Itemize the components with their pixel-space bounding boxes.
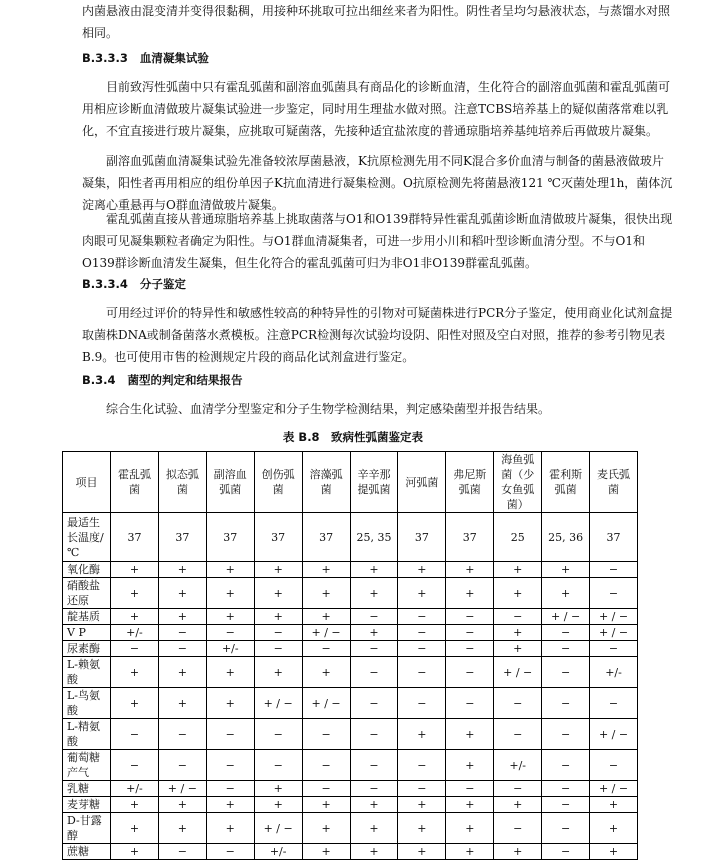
- table-cell: −: [590, 641, 638, 657]
- table-cell: +: [111, 844, 159, 860]
- table-cell: +: [494, 578, 542, 609]
- vibrio-identification-table: [62, 451, 638, 860]
- table-cell: + / −: [590, 625, 638, 641]
- table-cell: −: [542, 781, 590, 797]
- table-cell: +: [206, 562, 254, 578]
- table-cell: +/-: [590, 657, 638, 688]
- table-row: [63, 688, 638, 719]
- table-cell: +: [111, 688, 159, 719]
- table-cell: −: [494, 609, 542, 625]
- column-header: 项目: [63, 452, 111, 513]
- table-cell: −: [302, 750, 350, 781]
- table-cell: 37: [111, 513, 159, 562]
- table-cell: +: [158, 688, 206, 719]
- table-cell: + / −: [254, 813, 302, 844]
- table-cell: +: [111, 813, 159, 844]
- table-cell: +/-: [494, 750, 542, 781]
- table-cell: −: [158, 750, 206, 781]
- table-cell: −: [590, 562, 638, 578]
- column-header: 霍乱弧菌: [111, 452, 159, 513]
- table-cell: +: [254, 562, 302, 578]
- table-cell: +: [494, 641, 542, 657]
- table-cell: +: [446, 578, 494, 609]
- table-row: [63, 813, 638, 844]
- table-cell: −: [350, 781, 398, 797]
- column-header: 溶藻弧菌: [302, 452, 350, 513]
- row-header: L-鸟氨酸: [63, 688, 111, 719]
- table-cell: 37: [254, 513, 302, 562]
- table-cell: + / −: [302, 625, 350, 641]
- heading-text: 血清凝集试验: [139, 51, 209, 65]
- row-header: 乳糖: [63, 781, 111, 797]
- table-cell: +: [206, 797, 254, 813]
- column-header: 海鱼弧菌（少女鱼弧菌）: [494, 452, 542, 513]
- table-cell: +: [398, 719, 446, 750]
- table-cell: 25, 35: [350, 513, 398, 562]
- table-cell: +: [206, 578, 254, 609]
- table-cell: +/-: [111, 781, 159, 797]
- table-cell: −: [158, 719, 206, 750]
- table-cell: +: [158, 609, 206, 625]
- heading-number: B.3.4: [82, 373, 116, 387]
- table-cell: +: [446, 750, 494, 781]
- table-cell: −: [542, 750, 590, 781]
- column-header: 霍利斯弧菌: [542, 452, 590, 513]
- table-cell: +/-: [206, 641, 254, 657]
- table-cell: 37: [446, 513, 494, 562]
- table-cell: +/-: [111, 625, 159, 641]
- table-row: [63, 513, 638, 562]
- table-cell: −: [350, 750, 398, 781]
- paragraph-conclusion: 综合生化试验、血清学分型鉴定和分子生物学检测结果，判定感染菌型并报告结果。: [106, 402, 551, 416]
- table-cell: +: [206, 657, 254, 688]
- table-cell: 25, 36: [542, 513, 590, 562]
- column-header: 拟态弧菌: [158, 452, 206, 513]
- table-cell: −: [398, 625, 446, 641]
- table-cell: +: [590, 797, 638, 813]
- table-cell: +: [590, 844, 638, 860]
- table-cell: +: [158, 813, 206, 844]
- table-cell: −: [206, 625, 254, 641]
- table-cell: −: [350, 719, 398, 750]
- table-row: [63, 781, 638, 797]
- table-cell: −: [350, 609, 398, 625]
- table-cell: −: [590, 750, 638, 781]
- table-cell: −: [542, 813, 590, 844]
- row-header: 氧化酶: [63, 562, 111, 578]
- table-cell: +: [350, 578, 398, 609]
- table-cell: +: [350, 813, 398, 844]
- paragraph-agglutination-intro: 目前致泻性弧菌中只有霍乱弧菌和副溶血弧菌具有商品化的诊断血清，生化符合的副溶血弧菌和霍乱弧菌可用相应诊断血清做玻片凝集试验进一步鉴定，同时用生理盐水做对照。注意TCBS培养基上的疑似菌落常难以乳化，不宜直接进行玻片凝集，应挑取可疑菌落，先接种适宜盐浓度的普通琼脂培养基纯培养后再做玻片凝集。: [82, 80, 671, 138]
- table-cell: 37: [398, 513, 446, 562]
- table-cell: +: [446, 797, 494, 813]
- table-cell: + / −: [254, 688, 302, 719]
- column-header: 麦氏弧菌: [590, 452, 638, 513]
- table-cell: +: [302, 797, 350, 813]
- table-cell: +: [302, 657, 350, 688]
- table-cell: −: [398, 641, 446, 657]
- table-cell: −: [542, 688, 590, 719]
- table-row: [63, 844, 638, 860]
- table-cell: −: [542, 657, 590, 688]
- table-cell: +: [206, 609, 254, 625]
- table-cell: +: [254, 657, 302, 688]
- table-cell: −: [158, 625, 206, 641]
- table-cell: +: [254, 609, 302, 625]
- table-cell: −: [398, 781, 446, 797]
- table-cell: +: [111, 657, 159, 688]
- table-row: [63, 641, 638, 657]
- table-row: [63, 562, 638, 578]
- table-cell: −: [206, 750, 254, 781]
- table-cell: + / −: [302, 688, 350, 719]
- table-row: [63, 578, 638, 609]
- table-cell: −: [494, 688, 542, 719]
- table-cell: −: [158, 641, 206, 657]
- table-cell: 25: [494, 513, 542, 562]
- table-cell: −: [494, 719, 542, 750]
- table-cell: +: [350, 797, 398, 813]
- table-row: [63, 609, 638, 625]
- row-header: L-赖氨酸: [63, 657, 111, 688]
- table-cell: +: [446, 813, 494, 844]
- table-cell: +: [350, 562, 398, 578]
- paragraph-cholera-agglutination: 霍乱弧菌直接从普通琼脂培养基上挑取菌落与O1和O139群特异性霍乱弧菌诊断血清做玻片凝集，很快出现肉眼可见凝集颗粒者确定为阳性。与O1群血清凝集者，可进一步用小川和稻叶型诊断血清分型。不与O1和O139群诊断血清发生凝集，但生化符合的霍乱弧菌可归为非O1非O139群霍乱弧菌。: [82, 212, 673, 270]
- table-cell: +: [446, 562, 494, 578]
- row-header: 葡萄糖产气: [63, 750, 111, 781]
- row-header: L-精氨酸: [63, 719, 111, 750]
- row-header: 麦芽糖: [63, 797, 111, 813]
- row-header: 靛基质: [63, 609, 111, 625]
- row-header: 蔗糖: [63, 844, 111, 860]
- table-cell: −: [398, 657, 446, 688]
- table-cell: −: [206, 781, 254, 797]
- table-cell: +: [111, 609, 159, 625]
- table-cell: −: [398, 609, 446, 625]
- table-cell: +: [350, 844, 398, 860]
- heading-number: B.3.3.4: [82, 277, 128, 291]
- table-cell: −: [494, 813, 542, 844]
- table-cell: −: [398, 750, 446, 781]
- table-cell: 37: [158, 513, 206, 562]
- row-header: 硝酸盐还原: [63, 578, 111, 609]
- heading-result-report: [82, 372, 243, 388]
- table-cell: −: [158, 844, 206, 860]
- table-cell: −: [494, 781, 542, 797]
- table-cell: +: [494, 562, 542, 578]
- table-cell: +: [254, 797, 302, 813]
- table-cell: −: [542, 844, 590, 860]
- table-cell: +: [398, 844, 446, 860]
- table-cell: −: [302, 719, 350, 750]
- table-cell: −: [350, 657, 398, 688]
- table-cell: −: [350, 688, 398, 719]
- table-cell: +: [398, 797, 446, 813]
- table-cell: 37: [206, 513, 254, 562]
- table-header-row: [63, 452, 638, 513]
- table-cell: +: [446, 844, 494, 860]
- table-cell: + / −: [590, 781, 638, 797]
- table-row: [63, 625, 638, 641]
- table-cell: +: [302, 609, 350, 625]
- table-cell: +: [302, 562, 350, 578]
- row-header: D-甘露醇: [63, 813, 111, 844]
- paragraph-vp-agglutination: 副溶血弧菌血清凝集试验先准备较浓厚菌悬液，K抗原检测先用不同K混合多价血清与制备的菌悬液做玻片凝集，阳性者再用相应的组份单因子K抗血清进行凝集检测。O抗原检测先将菌悬液121 ℃灭菌处理1h，菌体沉淀离心重悬再与O群血清做玻片凝集。: [82, 154, 673, 212]
- table-cell: −: [302, 781, 350, 797]
- table-caption: 表 B.8 致病性弧菌鉴定表: [282, 430, 424, 444]
- table-cell: −: [446, 688, 494, 719]
- column-header: 辛辛那提弧菌: [350, 452, 398, 513]
- table-cell: +: [350, 625, 398, 641]
- table-cell: 37: [302, 513, 350, 562]
- table-cell: + / −: [590, 719, 638, 750]
- table-cell: +: [542, 578, 590, 609]
- table-cell: +: [111, 578, 159, 609]
- table-cell: +: [302, 578, 350, 609]
- table-cell: −: [446, 625, 494, 641]
- table-cell: +: [206, 688, 254, 719]
- table-cell: +: [254, 578, 302, 609]
- table-cell: + / −: [158, 781, 206, 797]
- table-cell: −: [590, 578, 638, 609]
- table-row: [63, 719, 638, 750]
- heading-number: B.3.3.3: [82, 51, 128, 65]
- table-cell: +: [158, 578, 206, 609]
- heading-text: 菌型的判定和结果报告: [127, 373, 243, 387]
- table-cell: + / −: [494, 657, 542, 688]
- table-cell: 37: [590, 513, 638, 562]
- table-cell: +: [158, 657, 206, 688]
- table-cell: +: [158, 797, 206, 813]
- table-cell: −: [254, 641, 302, 657]
- table-cell: −: [446, 641, 494, 657]
- table-row: [63, 797, 638, 813]
- table-cell: +: [111, 562, 159, 578]
- table-cell: −: [206, 844, 254, 860]
- table-cell: −: [111, 719, 159, 750]
- table-cell: −: [590, 688, 638, 719]
- column-header: 弗尼斯弧菌: [446, 452, 494, 513]
- table-cell: +: [542, 562, 590, 578]
- table-cell: −: [111, 750, 159, 781]
- row-header: V P: [63, 625, 111, 641]
- table-row: [63, 750, 638, 781]
- table-cell: + / −: [542, 609, 590, 625]
- table-cell: −: [542, 625, 590, 641]
- table-cell: −: [446, 609, 494, 625]
- table-cell: +: [494, 844, 542, 860]
- table-cell: −: [446, 657, 494, 688]
- heading-molecular-identification: [82, 276, 186, 292]
- row-header: 尿素酶: [63, 641, 111, 657]
- table-cell: +: [111, 797, 159, 813]
- table-cell: +/-: [254, 844, 302, 860]
- row-header: 最适生长温度/℃: [63, 513, 111, 562]
- table-cell: −: [254, 750, 302, 781]
- table-row: [63, 657, 638, 688]
- table-cell: + / −: [590, 609, 638, 625]
- heading-text: 分子鉴定: [139, 277, 186, 291]
- table-cell: −: [206, 719, 254, 750]
- paragraph-urea-result: 内菌悬液由混变清并变得很黏稠，用接种环挑取可拉出细丝来者为阳性。阴性者呈均匀悬液状态，与蒸馏水对照相同。: [82, 4, 671, 40]
- table-cell: +: [398, 578, 446, 609]
- table-cell: +: [494, 797, 542, 813]
- table-cell: +: [494, 625, 542, 641]
- table-cell: −: [446, 781, 494, 797]
- table-cell: +: [398, 813, 446, 844]
- table-cell: −: [254, 625, 302, 641]
- heading-serum-agglutination: [82, 50, 209, 66]
- table-cell: +: [446, 719, 494, 750]
- table-cell: +: [158, 562, 206, 578]
- table-cell: +: [398, 562, 446, 578]
- table-cell: −: [350, 641, 398, 657]
- table-cell: +: [206, 813, 254, 844]
- table-cell: +: [590, 813, 638, 844]
- column-header: 河弧菌: [398, 452, 446, 513]
- table-cell: +: [302, 844, 350, 860]
- column-header: 创伤弧菌: [254, 452, 302, 513]
- table-cell: −: [302, 641, 350, 657]
- table-cell: −: [542, 797, 590, 813]
- column-header: 副溶血弧菌: [206, 452, 254, 513]
- table-cell: −: [398, 688, 446, 719]
- table-cell: −: [254, 719, 302, 750]
- paragraph-pcr: 可用经过评价的特异性和敏感性较高的种特异性的引物对可疑菌株进行PCR分子鉴定，使用商业化试剂盒提取菌株DNA或制备菌落水煮模板。注意PCR检测每次试验均设阴、阳性对照及空白对照，推荐的参考引物见表B.9。也可使用市售的检测规定片段的商品化试剂盒进行鉴定。: [82, 306, 673, 364]
- table-cell: −: [542, 719, 590, 750]
- table-cell: +: [302, 813, 350, 844]
- table-cell: −: [542, 641, 590, 657]
- table-cell: −: [111, 641, 159, 657]
- table-cell: +: [254, 781, 302, 797]
